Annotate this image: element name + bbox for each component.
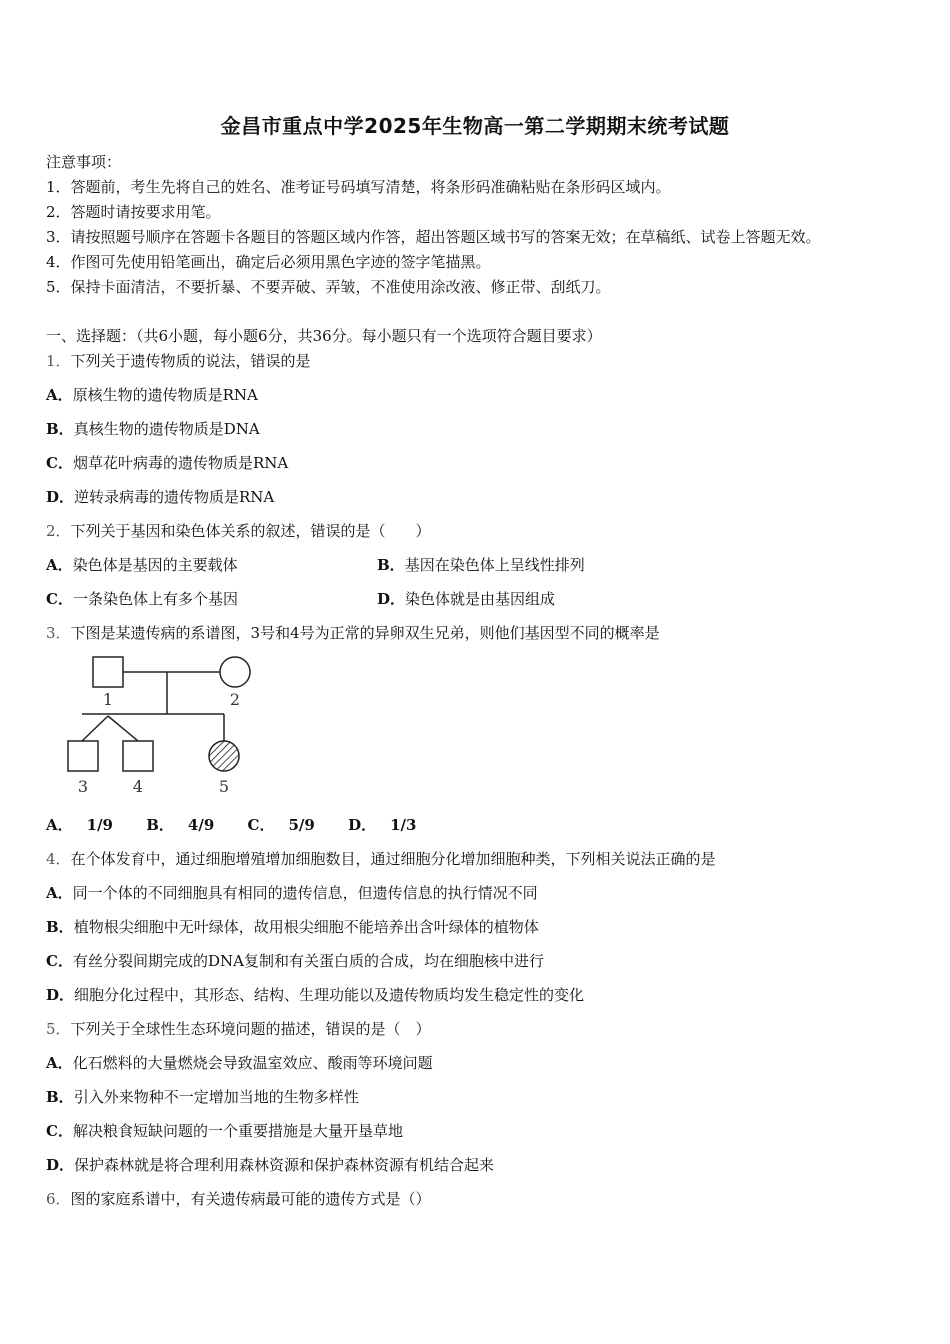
option-label: B．: [146, 816, 174, 834]
pedigree-label-4: 4: [132, 777, 144, 796]
question-number: 6．: [46, 1190, 71, 1208]
option-label: B．: [46, 1088, 74, 1106]
option-label: A．: [46, 1054, 73, 1072]
option-label: D．: [377, 590, 406, 608]
q5-option-b[interactable]: [46, 1087, 359, 1107]
option-label: C．: [46, 1122, 73, 1140]
question-stem: 下列关于全球性生态环境问题的描述，错误的是（ ）: [70, 1020, 431, 1038]
q3-options: [46, 815, 444, 835]
option-label: C．: [46, 454, 73, 472]
option-text: 细胞分化过程中，其形态、结构、生理功能以及遗传物质均发生稳定性的变化: [74, 986, 585, 1004]
option-text: 染色体就是由基因组成: [405, 590, 556, 608]
option-text: 保护森林就是将合理利用森林资源和保护森林资源有机结合起来: [74, 1156, 495, 1174]
notice-item: 5．保持卡面清洁，不要折暴、不要弄破、弄皱，不准使用涂改液、修正带、刮纸刀。: [46, 278, 611, 296]
question-stem: 下列关于基因和染色体关系的叙述，错误的是（ ）: [70, 522, 431, 540]
pedigree-label-3: 3: [77, 777, 89, 796]
option-label: D．: [348, 816, 377, 834]
notice-item: 3．请按照题号顺序在答题卡各题目的答题区域内作答，超出答题区域书写的答案无效；在草稿纸、试卷上答题无效。: [46, 228, 821, 246]
option-text: 引入外来物种不一定增加当地的生物多样性: [73, 1088, 359, 1106]
option-label: D．: [46, 986, 75, 1004]
option-label: B．: [46, 918, 74, 936]
option-text: 有丝分裂间期完成的DNA复制和有关蛋白质的合成，均在细胞核中进行: [72, 952, 544, 970]
q4-option-c[interactable]: [46, 951, 544, 971]
option-text: 植物根尖细胞中无叶绿体，故用根尖细胞不能培养出含叶绿体的植物体: [73, 918, 539, 936]
q5-option-c[interactable]: [46, 1121, 403, 1141]
q2-option-c[interactable]: [46, 589, 238, 609]
question-number: 2．: [46, 522, 71, 540]
option-text: 逆转录病毒的遗传物质是RNA: [74, 488, 275, 506]
notice-heading: 注意事项：: [46, 153, 122, 171]
question-1: [46, 351, 311, 371]
pedigree-chart: [58, 652, 258, 800]
individual-5-affected-female: [209, 741, 239, 771]
q2-option-b[interactable]: [377, 555, 585, 575]
question-5: [46, 1019, 431, 1039]
q3-option-b[interactable]: [146, 816, 228, 834]
question-number: 5．: [46, 1020, 71, 1038]
q3-option-a[interactable]: [46, 816, 127, 834]
option-label: A．: [46, 816, 73, 834]
q1-option-a[interactable]: [46, 385, 258, 405]
q2-option-a[interactable]: [46, 555, 238, 575]
q3-option-c[interactable]: [248, 816, 329, 834]
notice-item: 4．作图可先使用铅笔画出，确定后必须用黑色字迹的签字笔描黑。: [46, 253, 491, 271]
option-text: 同一个体的不同细胞具有相同的遗传信息，但遗传信息的执行情况不同: [72, 884, 538, 902]
option-label: A．: [46, 556, 73, 574]
twin-line-left: [82, 716, 108, 741]
option-text: 一条染色体上有多个基因: [72, 590, 238, 608]
question-6: [46, 1189, 431, 1209]
question-2: [46, 521, 431, 541]
q5-option-a[interactable]: [46, 1053, 433, 1073]
option-label: D．: [46, 488, 75, 506]
option-text: 染色体是基因的主要载体: [72, 556, 238, 574]
option-text: 烟草花叶病毒的遗传物质是RNA: [72, 454, 289, 472]
option-text: 4/9: [187, 816, 215, 834]
q4-option-d[interactable]: [46, 985, 584, 1005]
individual-2-female: [220, 657, 250, 687]
pedigree-label-2: 2: [229, 690, 241, 709]
exam-title: 金昌市重点中学2025年生物高一第二学期期末统考试题: [220, 114, 730, 138]
individual-3-male: [68, 741, 98, 771]
question-number: 4．: [46, 850, 71, 868]
twin-line-right: [108, 716, 138, 741]
notice-item: 1．答题前，考生先将自己的姓名、准考证号码填写清楚，将条形码准确粘贴在条形码区域内。: [46, 178, 671, 196]
question-4: [46, 849, 716, 869]
q4-option-b[interactable]: [46, 917, 539, 937]
option-label: C．: [46, 952, 73, 970]
option-text: 5/9: [288, 816, 315, 834]
option-text: 1/3: [390, 816, 417, 834]
option-label: D．: [46, 1156, 75, 1174]
q1-option-c[interactable]: [46, 453, 288, 473]
option-text: 原核生物的遗传物质是RNA: [72, 386, 258, 404]
option-text: 化石燃料的大量燃烧会导致温室效应、酸雨等环境问题: [72, 1054, 433, 1072]
section-heading: 一、选择题：（共6小题，每小题6分，共36分。每小题只有一个选项符合题目要求）: [46, 327, 602, 345]
q5-option-d[interactable]: [46, 1155, 494, 1175]
question-3: [46, 623, 660, 643]
individual-1-male: [93, 657, 123, 687]
option-label: C．: [247, 816, 275, 834]
question-stem: 下图是某遗传病的系谱图，3号和4号为正常的异卵双生兄弟，则他们基因型不同的概率是: [70, 624, 660, 642]
option-label: B．: [377, 556, 405, 574]
option-text: 基因在染色体上呈线性排列: [404, 556, 585, 574]
option-text: 1/9: [86, 816, 113, 834]
option-label: C．: [46, 590, 73, 608]
question-stem: 图的家庭系谱中，有关遗传病最可能的遗传方式是（）: [70, 1190, 431, 1208]
notice-item: 2．答题时请按要求用笔。: [46, 203, 221, 221]
option-text: 解决粮食短缺问题的一个重要措施是大量开垦草地: [72, 1122, 403, 1140]
question-number: 1．: [46, 352, 71, 370]
option-label: B．: [46, 420, 74, 438]
question-stem: 下列关于遗传物质的说法，错误的是: [70, 352, 311, 370]
q4-option-a[interactable]: [46, 883, 538, 903]
individual-4-male: [123, 741, 153, 771]
question-number: 3．: [46, 624, 71, 642]
q1-option-d[interactable]: [46, 487, 274, 507]
q2-option-d[interactable]: [377, 589, 555, 609]
option-label: A．: [46, 884, 73, 902]
option-text: 真核生物的遗传物质是DNA: [73, 420, 260, 438]
pedigree-label-1: 1: [102, 690, 114, 709]
q3-option-d[interactable]: [348, 816, 430, 834]
pedigree-label-5: 5: [218, 777, 230, 796]
q1-option-b[interactable]: [46, 419, 260, 439]
option-label: A．: [46, 386, 73, 404]
question-stem: 在个体发育中，通过细胞增殖增加细胞数目，通过细胞分化增加细胞种类，下列相关说法正确的是: [70, 850, 716, 868]
